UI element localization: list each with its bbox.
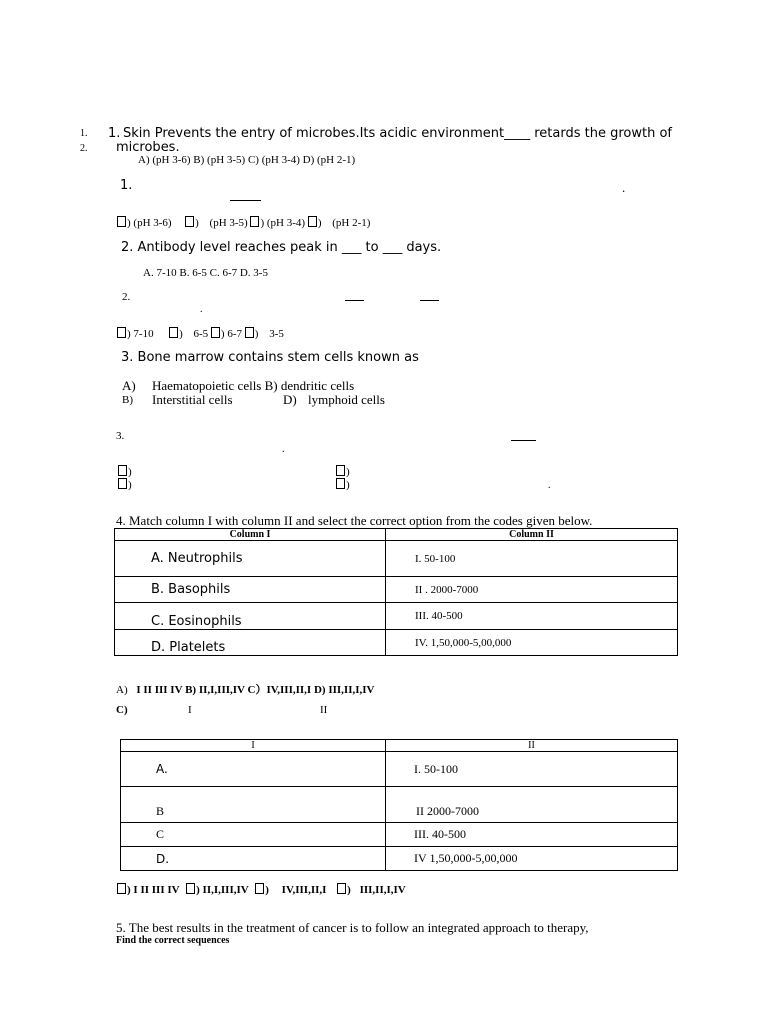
match-table-cell-right: II . 2000-7000 bbox=[386, 577, 678, 603]
q2-translation-options: ) 7-10 ) 6-5 ) 6-7 ) 3-5 bbox=[117, 327, 284, 340]
q1-number: 1. bbox=[108, 126, 121, 141]
translation-table-cell-left: D. bbox=[121, 847, 386, 871]
translation-table-cell-left: B bbox=[121, 787, 386, 823]
match-table-cell-left: B. Basophils bbox=[115, 577, 386, 603]
q4-translation-answers: ) I II III IV ) II,I,III,IV ) IV,III,II,I ) III,II,I,IV bbox=[117, 883, 406, 896]
box-glyph-icon bbox=[250, 216, 259, 227]
match-table-cell-right: III. 40-500 bbox=[386, 603, 678, 630]
match-table-header-col1: Column I bbox=[115, 529, 386, 541]
match-table bbox=[114, 528, 678, 656]
match-table-cell-left: C. Eosinophils bbox=[115, 603, 386, 630]
match-table-translation bbox=[120, 739, 678, 871]
box-glyph-icon bbox=[117, 883, 126, 894]
translation-table-cell-left: A. bbox=[121, 752, 386, 787]
q3-translation-option-a: ) bbox=[118, 465, 132, 478]
translation-table-cell-right: I. 50-100 bbox=[386, 752, 678, 787]
table-row bbox=[115, 577, 678, 603]
translation-table-cell-right: III. 40-500 bbox=[386, 823, 678, 847]
match-table-cell-left: A. Neutrophils bbox=[115, 541, 386, 577]
translation-table-cell-right: II 2000-7000 bbox=[386, 787, 678, 823]
q1-translation-options: ) (pH 3-6) ) (pH 3-5) ) (pH 3-4) ) (pH 2-1) bbox=[117, 216, 370, 229]
q4-translation-col-ii: II bbox=[320, 704, 328, 716]
table-row bbox=[121, 752, 678, 787]
table-row bbox=[121, 823, 678, 847]
match-table-header-col2: Column II bbox=[386, 529, 678, 541]
translation-table-cell-right: IV 1,50,000-5,00,000 bbox=[386, 847, 678, 871]
box-glyph-icon bbox=[337, 883, 346, 894]
box-glyph-icon bbox=[185, 216, 194, 227]
q4-translation-c-label: C) bbox=[116, 704, 128, 716]
line-number-2: 2. bbox=[80, 143, 88, 154]
q4-translation-col-i: I bbox=[188, 704, 192, 716]
q3-translation-option-d: ) bbox=[336, 478, 350, 491]
q3-option-b-label: B) bbox=[122, 394, 133, 406]
q4-text: 4. Match column I with column II and select the correct option from the codes given below. bbox=[116, 513, 593, 528]
match-table-cell-right: IV. 1,50,000-5,00,000 bbox=[386, 630, 678, 656]
table-row bbox=[115, 603, 678, 630]
box-glyph-icon bbox=[117, 216, 126, 227]
q2-translation-number: 2. bbox=[122, 291, 131, 303]
box-glyph-icon bbox=[169, 327, 178, 338]
box-glyph-icon bbox=[245, 327, 254, 338]
q1-translation-number: 1. bbox=[120, 178, 133, 193]
q2-translation-dot: . bbox=[200, 304, 203, 315]
q1-translation-blank bbox=[230, 200, 261, 201]
table-row bbox=[115, 630, 678, 656]
box-glyph-icon bbox=[118, 478, 127, 489]
q3-option-b-text: Interstitial cells bbox=[152, 392, 233, 407]
q2-options: A. 7-10 B. 6-5 C. 6-7 D. 3-5 bbox=[143, 267, 268, 279]
box-glyph-icon bbox=[336, 465, 345, 476]
q3-option-d-text: lymphoid cells bbox=[308, 392, 385, 407]
q1-options: A) (pH 3-6) B) (pH 3-5) C) (pH 3-4) D) (pH 2-1) bbox=[138, 154, 356, 166]
q3-translation-option-c: ) bbox=[336, 465, 350, 478]
q3-translation-dot: . bbox=[282, 444, 285, 455]
box-glyph-icon bbox=[186, 883, 195, 894]
q3-option-a-text: Haematopoietic cells B) dendritic cells bbox=[152, 378, 355, 393]
line-number-1: 1. bbox=[80, 128, 88, 139]
table-row bbox=[115, 541, 678, 577]
translation-table-cell-left: C bbox=[121, 823, 386, 847]
match-table-cell-right: I. 50-100 bbox=[386, 541, 678, 577]
q3-option-a-label: A) bbox=[122, 378, 136, 393]
match-table-cell-left: D. Platelets bbox=[115, 630, 386, 656]
translation-table-header-col1: I bbox=[121, 740, 386, 752]
box-glyph-icon bbox=[255, 883, 264, 894]
table-row bbox=[121, 787, 678, 823]
q4-answer-options: A) I II III IV B) II,I,III,IV C）IV,III,II,I D) III,II,I,IV bbox=[116, 684, 375, 696]
table-row bbox=[121, 847, 678, 871]
q5-text: 5. The best results in the treatment of cancer is to follow an integrated approach to therapy, bbox=[116, 920, 589, 935]
box-glyph-icon bbox=[308, 216, 317, 227]
box-glyph-icon bbox=[117, 327, 126, 338]
box-glyph-icon bbox=[118, 465, 127, 476]
q1-text-cont: microbes. bbox=[116, 140, 180, 155]
q3-translation-blank bbox=[511, 440, 536, 441]
q1-text: Skin Prevents the entry of microbes.Its acidic environment____ retards the growth of bbox=[123, 126, 672, 141]
q3-text: 3. Bone marrow contains stem cells known as bbox=[121, 350, 419, 365]
q2-text: 2. Antibody level reaches peak in ___ to ___ days. bbox=[121, 240, 442, 255]
q3-translation-option-b: ) bbox=[118, 478, 132, 491]
q3-translation-number: 3. bbox=[116, 430, 125, 442]
q5-subtext: Find the correct sequences bbox=[116, 935, 230, 946]
q2-translation-blank-2 bbox=[420, 300, 439, 301]
q3-translation-end-dot: . bbox=[548, 480, 551, 491]
translation-table-header-col2: II bbox=[386, 740, 678, 752]
box-glyph-icon bbox=[336, 478, 345, 489]
box-glyph-icon bbox=[211, 327, 220, 338]
q2-translation-blank-1 bbox=[345, 300, 364, 301]
q3-option-d-label: D) bbox=[283, 392, 297, 407]
q1-translation-dot: . bbox=[622, 180, 626, 195]
